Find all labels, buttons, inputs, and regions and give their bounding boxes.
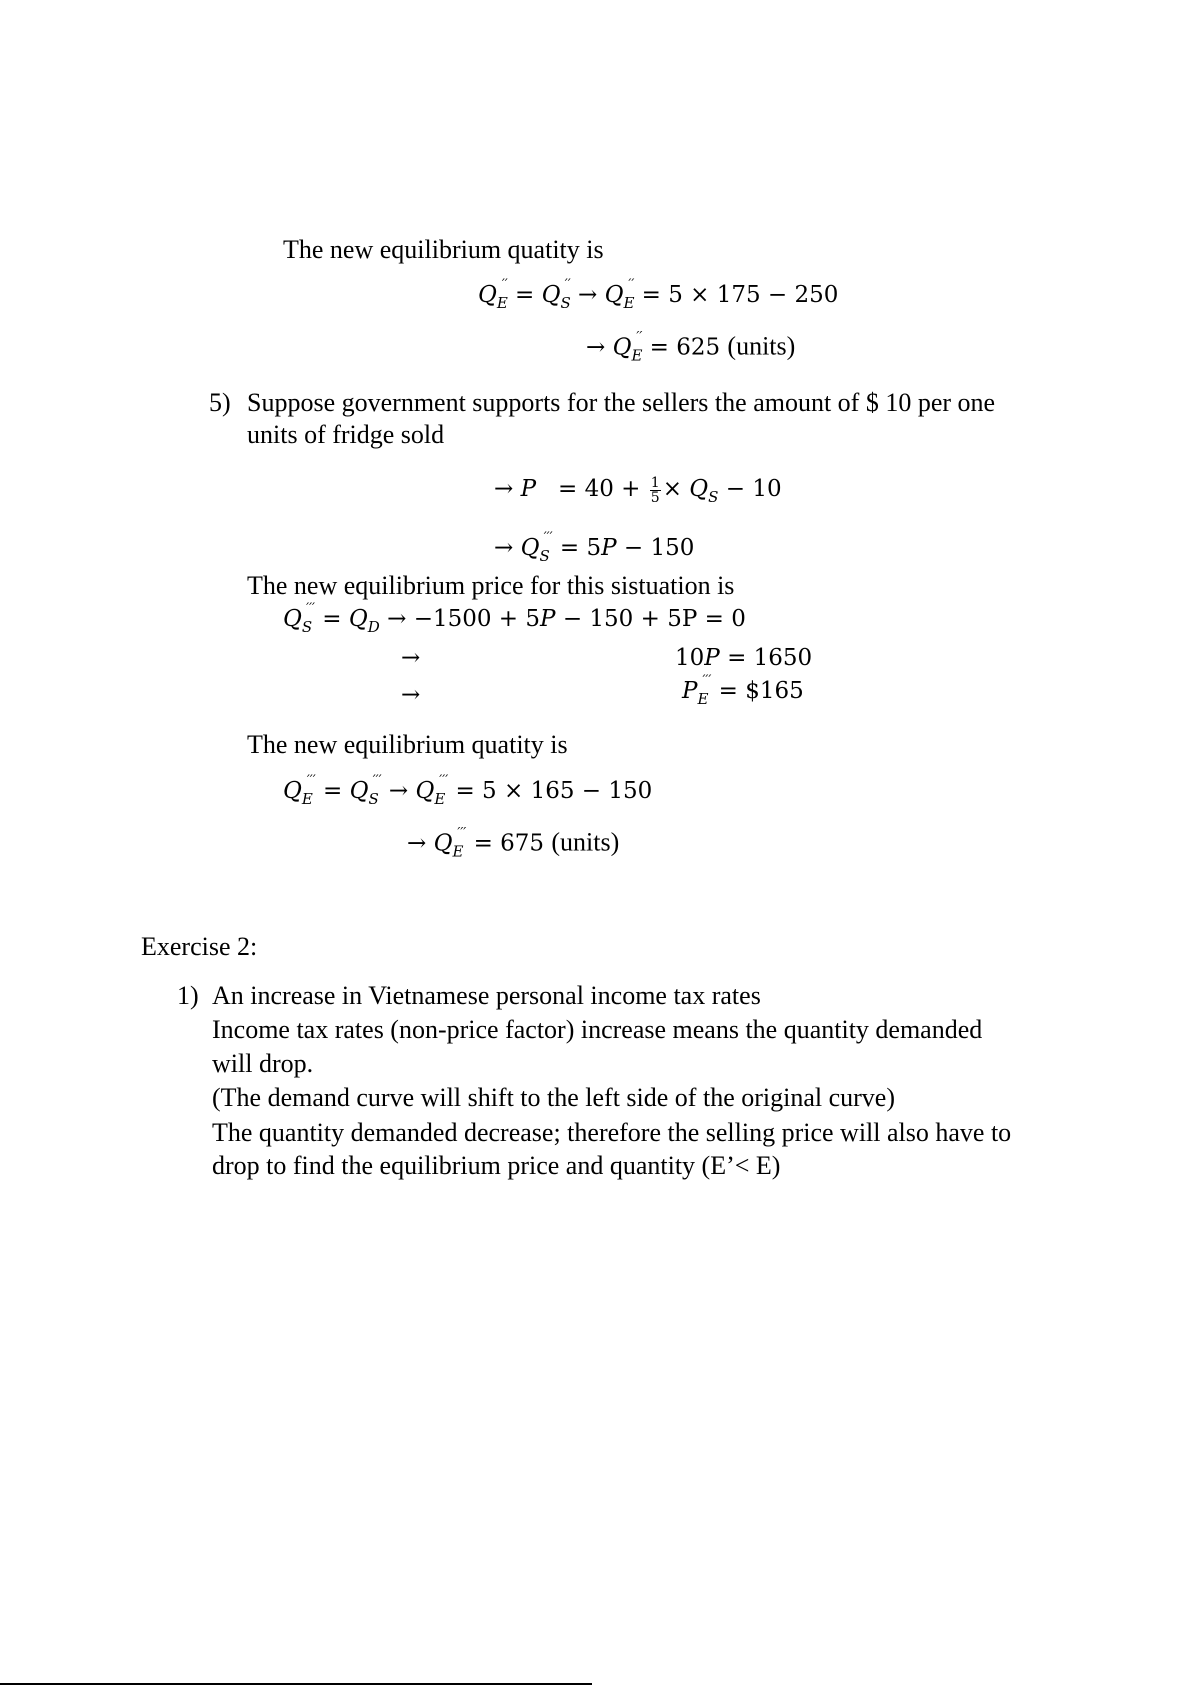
paragraph-line: drop to find the equilibrium price and quantity (E’< E) [212, 1151, 781, 1180]
variable-symbol: Q [612, 334, 632, 361]
math-text: − 150 [616, 535, 695, 561]
math-text: → [570, 282, 605, 308]
math-variable [540, 604, 555, 634]
prime-superscript: ′′ [501, 277, 508, 292]
prime-superscript: ′′′ [439, 773, 449, 788]
math-variable [704, 643, 719, 673]
math-text: = 5 [552, 535, 602, 561]
math-text: = [315, 778, 350, 804]
math-text: = 5 × 175 − 250 [634, 282, 839, 308]
prime-superscript: ′′ [628, 277, 635, 292]
math-text: = 625 [642, 334, 728, 361]
equation [283, 773, 653, 814]
subscript: E [434, 790, 446, 808]
equation [283, 601, 746, 642]
price-heading: The new equilibrium price for this sistuation is [247, 571, 735, 600]
math-text: → −1500 + 5 [379, 606, 541, 632]
math-text: = [315, 606, 349, 632]
variable-symbol: Q [541, 282, 561, 308]
unit-label: (units) [727, 331, 796, 361]
variable-symbol: Q [415, 778, 435, 804]
prime-superscript: ′′′ [306, 601, 315, 616]
subscript: S [368, 790, 379, 808]
math-text: = [507, 282, 542, 308]
subscript: E [496, 294, 508, 312]
subscript: E [631, 346, 643, 365]
equation [494, 474, 782, 512]
paragraph-line: The quantity demanded decrease; therefore the selling price will also have to [212, 1118, 1012, 1147]
math-text: − 150 + 5P = 0 [555, 606, 746, 632]
equation [407, 825, 620, 867]
math-text: → [494, 535, 521, 561]
variable-symbol: P [601, 535, 617, 561]
math-text: → [494, 476, 521, 502]
equation [682, 673, 804, 714]
subscript: S [560, 294, 571, 312]
prime-superscript: ′′′ [306, 773, 316, 788]
prime-superscript: ′′ [636, 329, 643, 345]
math-variable [349, 773, 382, 814]
fraction [650, 476, 661, 505]
subscript: S [301, 618, 313, 636]
math-text: − 10 [718, 476, 782, 502]
math-variable [283, 601, 315, 642]
list-number: 1) [177, 981, 199, 1010]
prime-superscript: ′′′ [543, 530, 553, 545]
subscript: S [539, 547, 550, 565]
equation-arrow [401, 680, 420, 710]
variable-symbol: Q [520, 535, 540, 561]
math-variable [478, 277, 508, 318]
math-variable [604, 277, 635, 318]
subscript: E [452, 842, 464, 861]
variable-symbol: Q [349, 778, 369, 804]
math-variable [601, 533, 616, 563]
equation [494, 530, 695, 571]
equation [586, 329, 796, 371]
subscript: E [697, 690, 709, 708]
math-text: = 675 [466, 830, 552, 857]
paragraph-line: units of fridge sold [247, 420, 445, 449]
paragraph-line: An increase in Vietnamese personal income tax rates [212, 981, 761, 1010]
variable-symbol: Q [348, 606, 368, 632]
quantity-heading: The new equilibrium quatity is [283, 235, 604, 264]
denominator: 5 [650, 489, 660, 506]
math-text: → [401, 682, 421, 708]
variable-symbol: P [682, 678, 698, 704]
math-variable [541, 277, 571, 318]
prime-superscript: ′′′ [702, 673, 712, 688]
math-text: = 40 + [536, 476, 648, 502]
paragraph-line: Suppose government supports for the sellers the amount of $ 10 per one [247, 388, 996, 417]
math-variable [612, 329, 643, 371]
variable-symbol: P [704, 645, 720, 671]
math-text: = 5 × 165 − 150 [448, 778, 653, 804]
math-variable [682, 673, 712, 714]
math-text: → [381, 778, 416, 804]
equation [675, 643, 812, 673]
subscript: S [708, 488, 719, 506]
math-variable [433, 825, 467, 867]
math-variable [521, 474, 536, 504]
list-number: 5) [209, 388, 231, 417]
paragraph-line: (The demand curve will shift to the left side of the original curve) [212, 1083, 895, 1112]
math-text: → [401, 645, 421, 671]
subscript: E [301, 790, 313, 808]
math-variable [689, 474, 718, 512]
quantity-heading: The new equilibrium quatity is [247, 730, 568, 759]
prime-superscript: ′′′ [457, 825, 467, 841]
variable-symbol: Q [283, 778, 302, 804]
math-variable [520, 530, 553, 571]
exercise-title: Exercise 2: [141, 932, 258, 961]
math-text: = $165 [711, 678, 804, 704]
numerator: 1 [650, 474, 660, 491]
unit-label: (units) [551, 827, 620, 857]
equation [478, 277, 839, 318]
equation-arrow [401, 643, 420, 673]
variable-symbol: Q [689, 476, 709, 502]
prime-superscript: ′′ [564, 277, 571, 292]
variable-symbol: P [520, 476, 537, 502]
variable-symbol: Q [478, 282, 497, 308]
math-variable [415, 773, 449, 814]
variable-symbol: Q [433, 830, 453, 857]
math-variable [349, 604, 380, 642]
math-text: → [586, 334, 613, 361]
math-text: → [407, 830, 434, 857]
math-variable [283, 773, 316, 814]
prime-superscript: ′′′ [372, 773, 382, 788]
variable-symbol: Q [283, 606, 302, 632]
subscript: D [367, 618, 380, 636]
math-text: = 1650 [719, 645, 813, 671]
math-text: 10 [675, 645, 705, 671]
subscript: E [623, 294, 635, 312]
paragraph-line: Income tax rates (non-price factor) increase means the quantity demanded [212, 1015, 983, 1044]
paragraph-line: will drop. [212, 1049, 314, 1078]
math-text: × [662, 476, 690, 502]
variable-symbol: Q [604, 282, 624, 308]
variable-symbol: P [540, 606, 556, 632]
